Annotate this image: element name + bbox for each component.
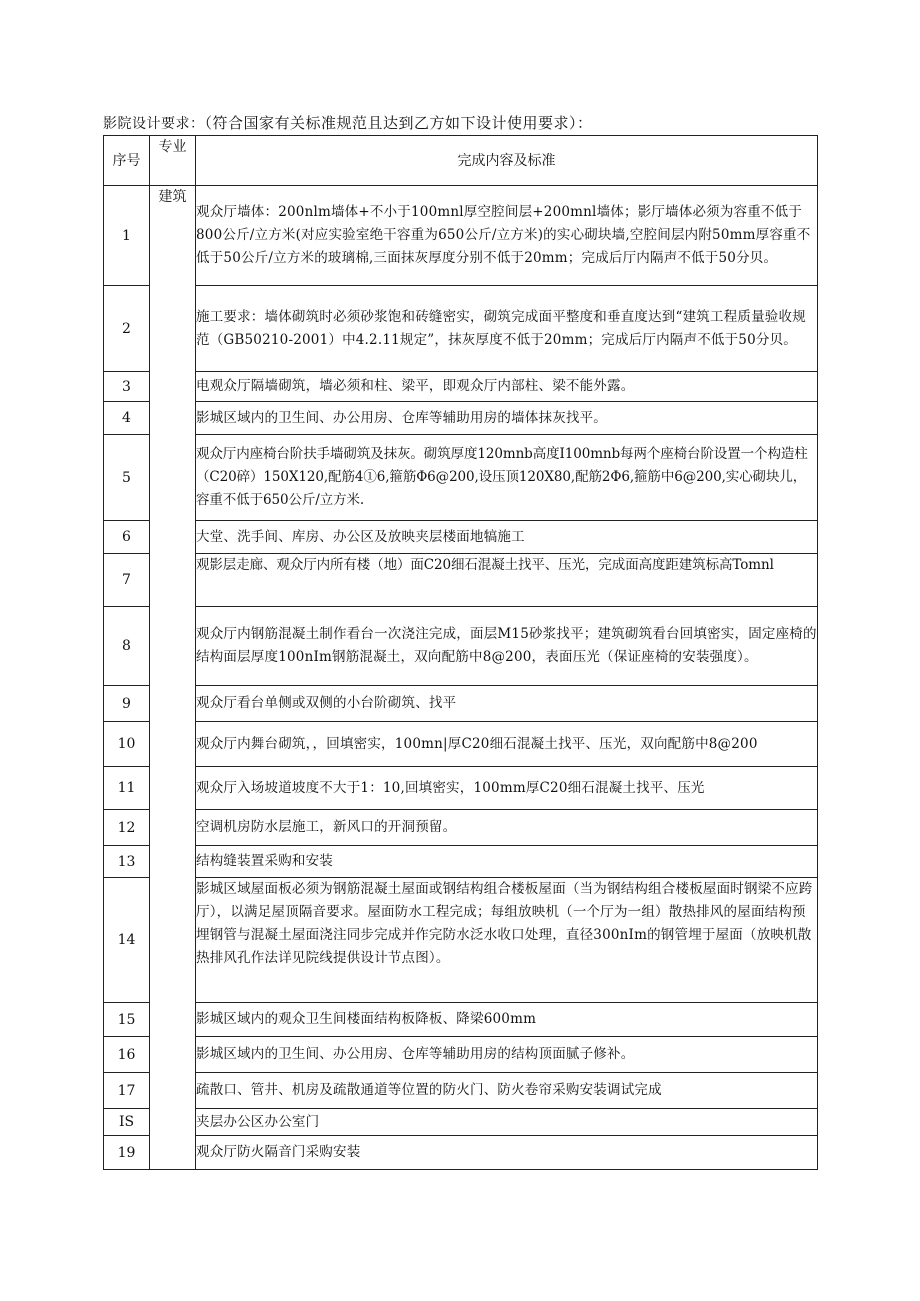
header-content: 完成内容及标准 xyxy=(196,136,818,186)
row-content: 观众厅看台单侧或双侧的小台阶砌筑、找平 xyxy=(196,686,818,722)
row-seq: 5 xyxy=(104,435,150,521)
row-content: 观众厅内座椅台阶扶手墙砌筑及抹灰。砌筑厚度120mnb高度I100mnb每两个座椅台阶设置一个构造柱（C20碎）150X120,配筋4①6,箍筋Φ6@200,设压顶120X80,配筋2Φ6,箍筋中6@200,实心砌块儿，容重不低于650公斤/立方米. xyxy=(196,435,818,521)
table-row xyxy=(104,846,818,878)
table-row xyxy=(104,1037,818,1073)
heading-label: 影院设计要求： xyxy=(103,116,205,132)
section-heading xyxy=(103,112,593,133)
table-header-row xyxy=(104,136,818,186)
row-seq: 16 xyxy=(104,1037,150,1073)
requirements-table xyxy=(103,135,818,1170)
header-seq: 序号 xyxy=(104,136,150,186)
row-seq: 12 xyxy=(104,810,150,846)
row-content: 观众厅防火隔音门采购安装 xyxy=(196,1136,818,1170)
table-row xyxy=(104,521,818,554)
table-row xyxy=(104,810,818,846)
row-seq: IS xyxy=(104,1109,150,1136)
row-content: 影城区域内的卫生间、办公用房、仓库等辅助用房的结构顶面腻子修补。 xyxy=(196,1037,818,1073)
row-seq: 7 xyxy=(104,554,150,607)
row-content: 观众厅入场坡道坡度不大于1：10,回填密实，100mm厚C20细石混凝土找平、压光 xyxy=(196,767,818,810)
table-row xyxy=(104,554,818,607)
row-content: 电观众厅隔墙砌筑，墙必须和柱、梁平，即观众厅内部柱、梁不能外露。 xyxy=(196,372,818,402)
row-seq: 8 xyxy=(104,607,150,686)
table-row xyxy=(104,435,818,521)
row-seq: 4 xyxy=(104,402,150,435)
row-content: 影城区域屋面板必须为钢筋混凝土屋面或钢结构组合楼板屋面（当为钢结构组合楼板屋面时钢梁不应跨厅），以满足屋顶隔音要求。屋面防水工程完成；每组放映机（一个厅为一组）散热排风的屋面结构预埋钢管与混凝土屋面浇注同步完成并作完防水泛水收口处理，直径300nIm的钢管埋于屋面（放映机散热排风孔作法详见院线提供设计节点图）。 xyxy=(196,878,818,1003)
row-seq: 13 xyxy=(104,846,150,878)
table-row xyxy=(104,1136,818,1170)
row-content: 结构缝装置采购和安装 xyxy=(196,846,818,878)
row-seq: 1 xyxy=(104,186,150,286)
row-content: 观众厅内舞台砌筑，，回填密实，100mn|厚C20细石混凝土找平、压光，双向配筋中8@200 xyxy=(196,722,818,767)
row-content: 施工要求：墙体砌筑时必须砂浆饱和砖缝密实，砌筑完成面平整度和垂直度达到“建筑工程质量验收规范（GB50210-2001）中4.2.11规定”，抹灰厚度不低于20mm；完成后厅内隔声不低于50分贝。 xyxy=(196,286,818,372)
row-seq: 6 xyxy=(104,521,150,554)
row-seq: 14 xyxy=(104,878,150,1003)
row-content: 观影层走廊、观众厅内所有楼（地）面C20细石混凝土找平、压光，完成面高度距建筑标高Tomnl xyxy=(196,554,818,607)
heading-text: （符合国家有关标准规范且达到乙方如下设计使用要求）： xyxy=(204,114,593,132)
table-row xyxy=(104,686,818,722)
row-content: 影城区域内的卫生间、办公用房、仓库等辅助用房的墙体抹灰找平。 xyxy=(196,402,818,435)
row-seq: 11 xyxy=(104,767,150,810)
row-seq: 15 xyxy=(104,1003,150,1037)
major-cell: 建筑 xyxy=(150,186,196,1170)
table-row xyxy=(104,1109,818,1136)
row-content: 观众厅墙体：200nlm墙体+不小于100mnl厚空腔间层+200mnl墙体；影厅墙体必须为容重不低于800公斤/立方米(对应实验室绝干容重为650公斤/立方米)的实心砌块墙,空腔间层内附50mm厚容重不低于50公斤/立方米的玻璃棉,三面抹灰厚度分别不低于20mm；完成后厅内隔声不低于50分贝。 xyxy=(196,186,818,286)
row-seq: 2 xyxy=(104,286,150,372)
table-row xyxy=(104,767,818,810)
row-seq: 9 xyxy=(104,686,150,722)
row-content: 空调机房防水层施工，新风口的开洞预留。 xyxy=(196,810,818,846)
row-seq: 10 xyxy=(104,722,150,767)
table-row xyxy=(104,1003,818,1037)
table-row xyxy=(104,607,818,686)
row-content: 大堂、洗手间、库房、办公区及放映夹层楼面地犒施工 xyxy=(196,521,818,554)
row-seq: 3 xyxy=(104,372,150,402)
table-row xyxy=(104,186,818,286)
table-row xyxy=(104,878,818,1003)
row-seq: 17 xyxy=(104,1073,150,1109)
row-content: 观众厅内钢筋混凝土制作看台一次浇注完成，面层M15砂浆找平；建筑砌筑看台回填密实，固定座椅的结构面层厚度100nIm钢筋混凝土，双向配筋中8@200，表面压光（保证座椅的安装强度）。 xyxy=(196,607,818,686)
row-content: 夹层办公区办公室门 xyxy=(196,1109,818,1136)
row-content: 影城区域内的观众卫生间楼面结构板降板、降梁600mm xyxy=(196,1003,818,1037)
table-row xyxy=(104,372,818,402)
table-row xyxy=(104,1073,818,1109)
table-row xyxy=(104,722,818,767)
table-row xyxy=(104,286,818,372)
header-major: 专业 xyxy=(150,136,196,186)
table-row xyxy=(104,402,818,435)
row-seq: 19 xyxy=(104,1136,150,1170)
row-content: 疏散口、管井、机房及疏散通道等位置的防火门、防火卷帘采购安装调试完成 xyxy=(196,1073,818,1109)
